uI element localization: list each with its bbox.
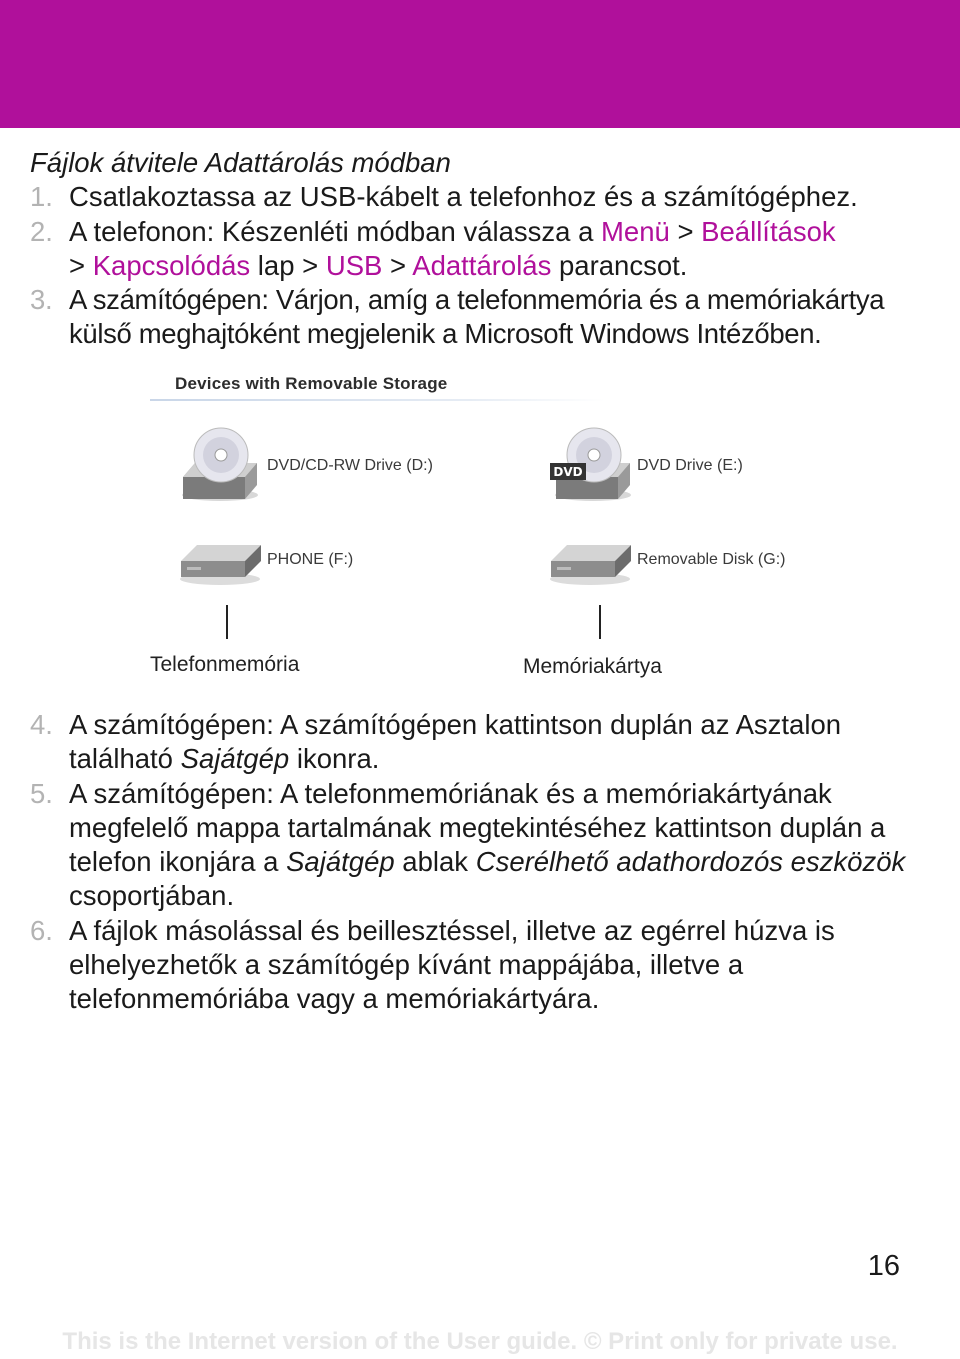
step-5 — [30, 777, 940, 914]
step-text: parancsot. — [551, 249, 688, 281]
step-text: A számítógépen: A telefonmemóriának és a memóriakártyának megfelelő mappa tartalmának megtekintéséhez kattintson duplán a telefon ikonjára a — [69, 777, 886, 878]
my-computer-term: Sajátgép — [180, 743, 290, 775]
menu-path-connectivity: Kapcsolódás — [92, 249, 251, 281]
step-text: lap > — [250, 249, 326, 281]
callout-phone-memory: Telefonmemória — [150, 653, 300, 676]
optical-drive-icon[interactable] — [175, 425, 265, 505]
step-text: Csatlakoztassa az USB-kábelt a telefonhoz és a számítógéphez. — [69, 181, 858, 213]
page-number: 16 — [867, 1250, 900, 1282]
menu-path-settings: Beállítások — [701, 215, 836, 247]
step-3 — [30, 283, 940, 352]
drive-label-e[interactable]: DVD Drive (E:) — [637, 457, 743, 474]
step-number: 3. — [30, 284, 53, 316]
callout-line-card — [599, 605, 601, 639]
step-2 — [30, 215, 940, 284]
explorer-screenshot — [145, 365, 845, 685]
step-text: ikonra. — [289, 743, 380, 775]
removable-storage-term: Cserélhető adathordozós eszközök — [475, 846, 906, 878]
instructions-bottom — [30, 708, 940, 1017]
removable-disk-icon[interactable] — [545, 537, 635, 587]
instructions-top — [30, 146, 940, 352]
step-1 — [30, 180, 940, 214]
group-divider — [150, 399, 605, 401]
step-text: A számítógépen: A számítógépen kattintson duplán az Asztalon található — [69, 709, 842, 775]
callout-line-phone — [226, 605, 228, 639]
step-4 — [30, 708, 940, 777]
step-text: A számítógépen: Várjon, amíg a telefonmemória és a memóriakártya külső meghajtóként megjelenik a Microsoft Windows Intézőben. — [69, 284, 885, 350]
drive-label-phone[interactable]: PHONE (F:) — [267, 551, 354, 568]
step-number: 5. — [30, 777, 53, 809]
step-text: csoportjában. — [69, 880, 235, 912]
footer-note: This is the Internet version of the User guide. © Print only for private use. — [62, 1328, 898, 1355]
callout-memory-card: Memóriakártya — [523, 655, 662, 678]
path-separator: > — [382, 249, 413, 281]
step-text: A fájlok másolással és beillesztéssel, illetve az egérrel húzva is elhelyezhetők a számítógép kívánt mappájába, illetve a telefonmemóriába vagy a memóriakártyára. — [69, 914, 835, 1015]
menu-path-mass-storage: Adattárolás — [412, 249, 552, 281]
my-computer-term: Sajátgép — [286, 846, 395, 878]
header-band — [0, 0, 960, 128]
path-separator: > — [669, 215, 702, 247]
dvd-drive-icon[interactable] — [548, 425, 638, 505]
step-text: ablak — [394, 846, 476, 878]
removable-disk-icon[interactable] — [175, 537, 265, 587]
menu-path-menu: Menü — [601, 215, 670, 247]
drive-label-d[interactable]: DVD/CD-RW Drive (D:) — [267, 457, 433, 474]
step-number: 2. — [30, 215, 53, 247]
path-separator: > — [69, 249, 93, 281]
section-heading: Fájlok átvitele Adattárolás módban — [30, 147, 451, 178]
menu-path-usb: USB — [325, 249, 383, 281]
step-text: A telefonon: Készenléti módban válassza a — [69, 215, 602, 247]
dvd-badge: DVD — [553, 465, 583, 479]
step-6 — [30, 914, 940, 1017]
step-number: 6. — [30, 914, 53, 946]
step-number: 1. — [30, 181, 53, 213]
device-group-title: Devices with Removable Storage — [175, 374, 448, 393]
step-number: 4. — [30, 709, 53, 740]
drive-label-g[interactable]: Removable Disk (G:) — [637, 551, 786, 568]
